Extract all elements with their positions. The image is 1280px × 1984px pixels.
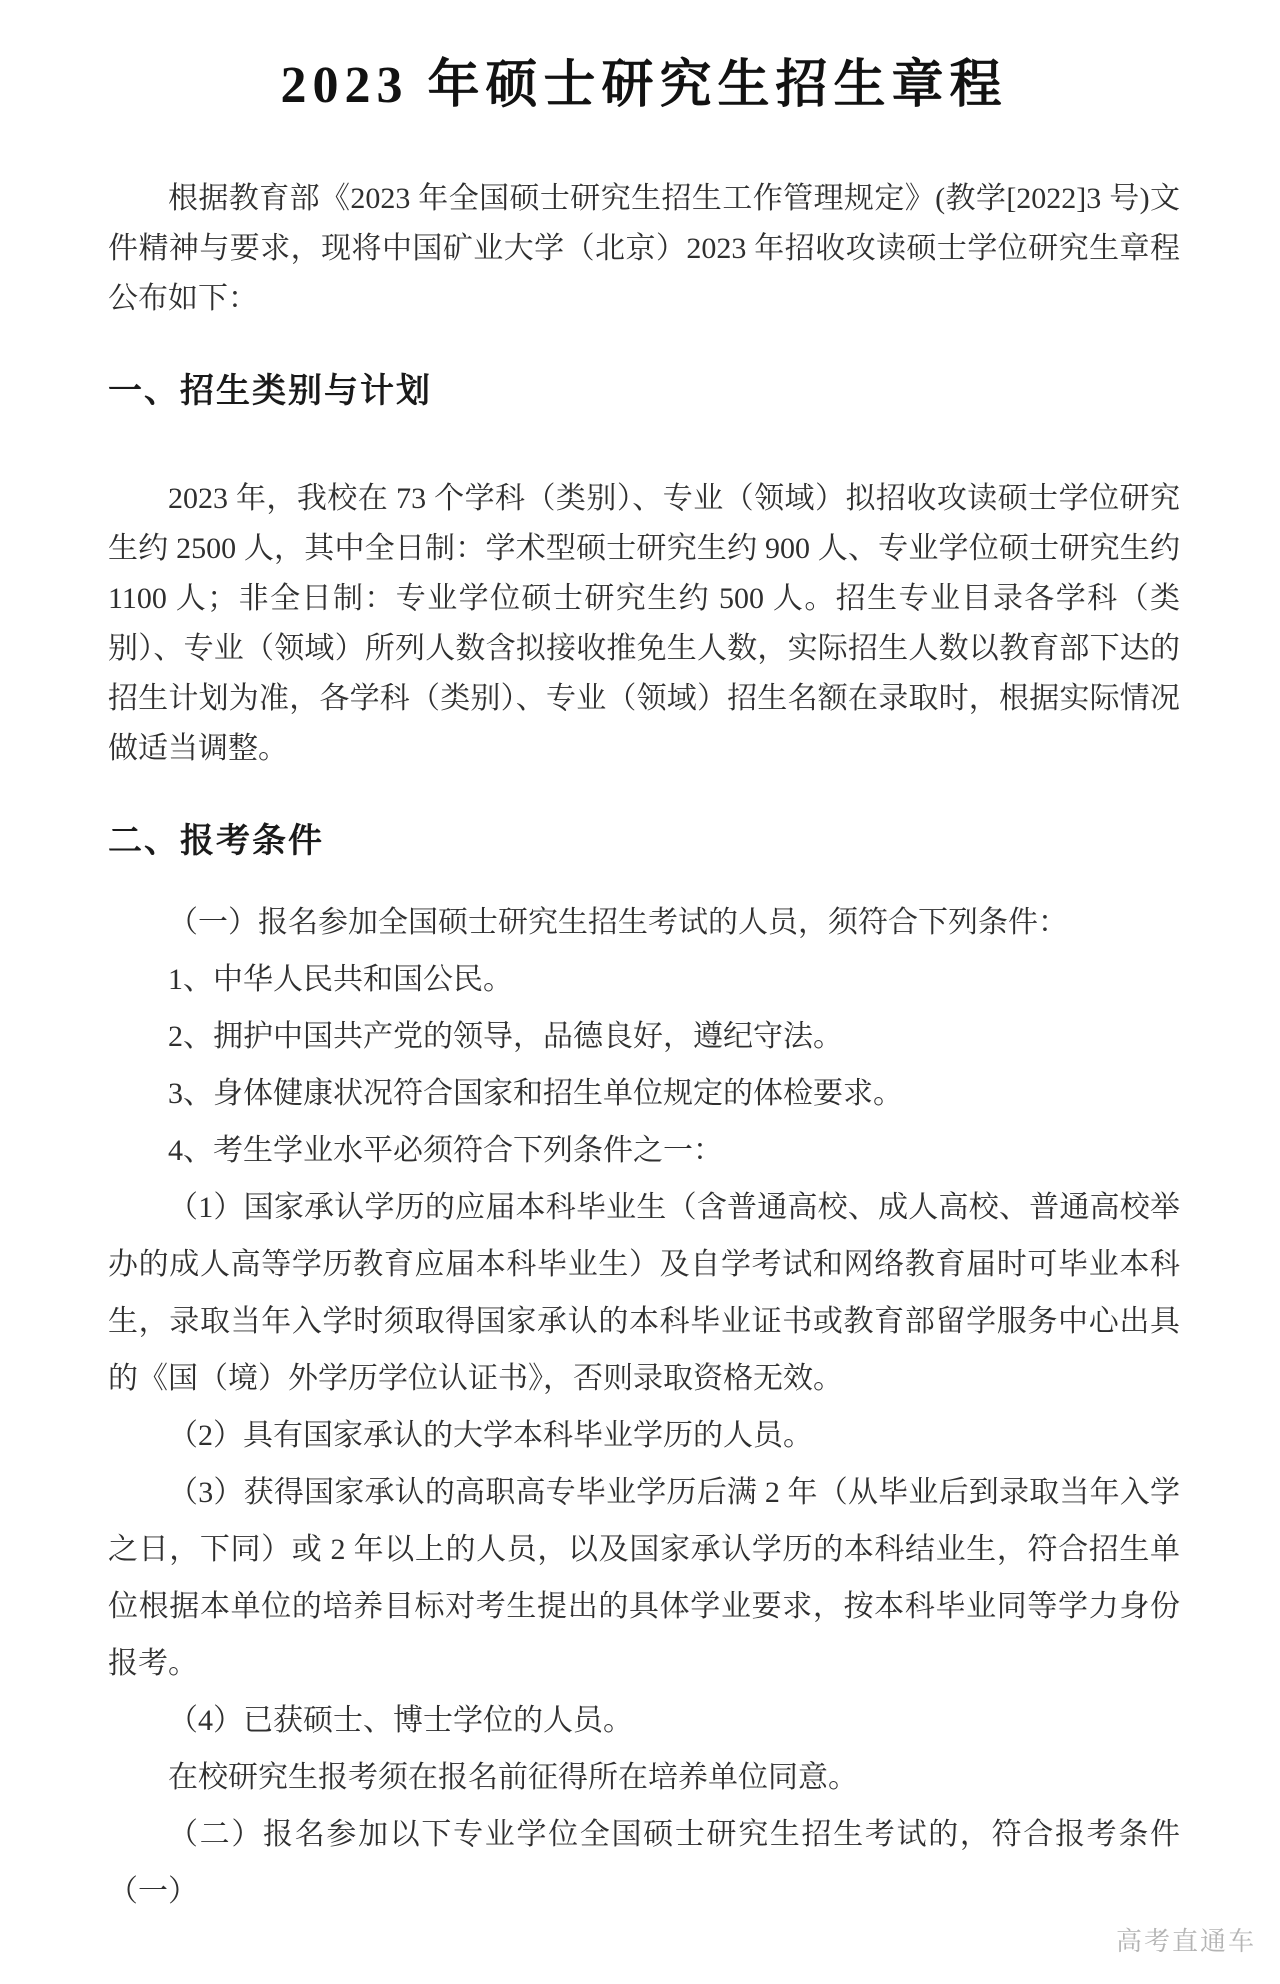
document-page bbox=[0, 52, 1280, 1920]
condition-item-4-sub-2: （2）具有国家承认的大学本科毕业学历的人员。 bbox=[168, 1418, 813, 1452]
condition-group-a-intro: （一）报名参加全国硕士研究生招生考试的人员，须符合下列条件： bbox=[168, 905, 1068, 939]
condition-item-1: 1、中华人民共和国公民。 bbox=[168, 962, 513, 996]
condition-item-4-sub-3: （3）获得国家承认的高职高专毕业学历后满 2 年（从毕业后到录取当年入学之日，下同）或 2 年以上的人员，以及国家承认学历的本科结业生，符合招生单位根据本单位的培养目标对考生提出的具体学业要求，按本科毕业同等学力身份报考。 bbox=[108, 1475, 1180, 1680]
enrolled-student-note: 在校研究生报考须在报名前征得所在培养单位同意。 bbox=[168, 1760, 858, 1794]
section2-heading: 二、报考条件 bbox=[108, 821, 324, 860]
section1-heading: 一、招生类别与计划 bbox=[108, 371, 432, 410]
page-title: 2023 年硕士研究生招生章程 bbox=[280, 57, 1008, 114]
intro-paragraph: 根据教育部《2023 年全国硕士研究生招生工作管理规定》(教学[2022]3 号)文件精神与要求，现将中国矿业大学（北京）2023 年招收攻读硕士学位研究生章程公布如下： bbox=[108, 181, 1180, 315]
condition-group-b-intro: （二）报名参加以下专业学位全国硕士研究生招生考试的，符合报考条件（一） bbox=[108, 1817, 1180, 1908]
section1-paragraph: 2023 年，我校在 73 个学科（类别）、专业（领域）拟招收攻读硕士学位研究生约 2500 人，其中全日制：学术型硕士研究生约 900 人、专业学位硕士研究生约 1100 人；非全日制：专业学位硕士研究生约 500 人。招生专业目录各学科（类别）、专业（领域）所列人数含拟接收推免生人数，实际招生人数以教育部下达的招生计划为准，各学科（类别）、专业（领域）招生名额在录取时，根据实际情况做适当调整。 bbox=[108, 481, 1180, 765]
condition-item-2: 2、拥护中国共产党的领导，品德良好，遵纪守法。 bbox=[168, 1019, 843, 1053]
condition-item-3: 3、身体健康状况符合国家和招生单位规定的体检要求。 bbox=[168, 1076, 903, 1110]
condition-item-4: 4、考生学业水平必须符合下列条件之一： bbox=[168, 1133, 723, 1167]
condition-item-4-sub-1: （1）国家承认学历的应届本科毕业生（含普通高校、成人高校、普通高校举办的成人高等学历教育应届本科毕业生）及自学考试和网络教育届时可毕业本科生，录取当年入学时须取得国家承认的本科毕业证书或教育部留学服务中心出具的《国（境）外学历学位认证书》，否则录取资格无效。 bbox=[108, 1190, 1180, 1395]
condition-item-4-sub-4: （4）已获硕士、博士学位的人员。 bbox=[168, 1703, 633, 1737]
watermark: 高考直通车 bbox=[1115, 1926, 1256, 1956]
